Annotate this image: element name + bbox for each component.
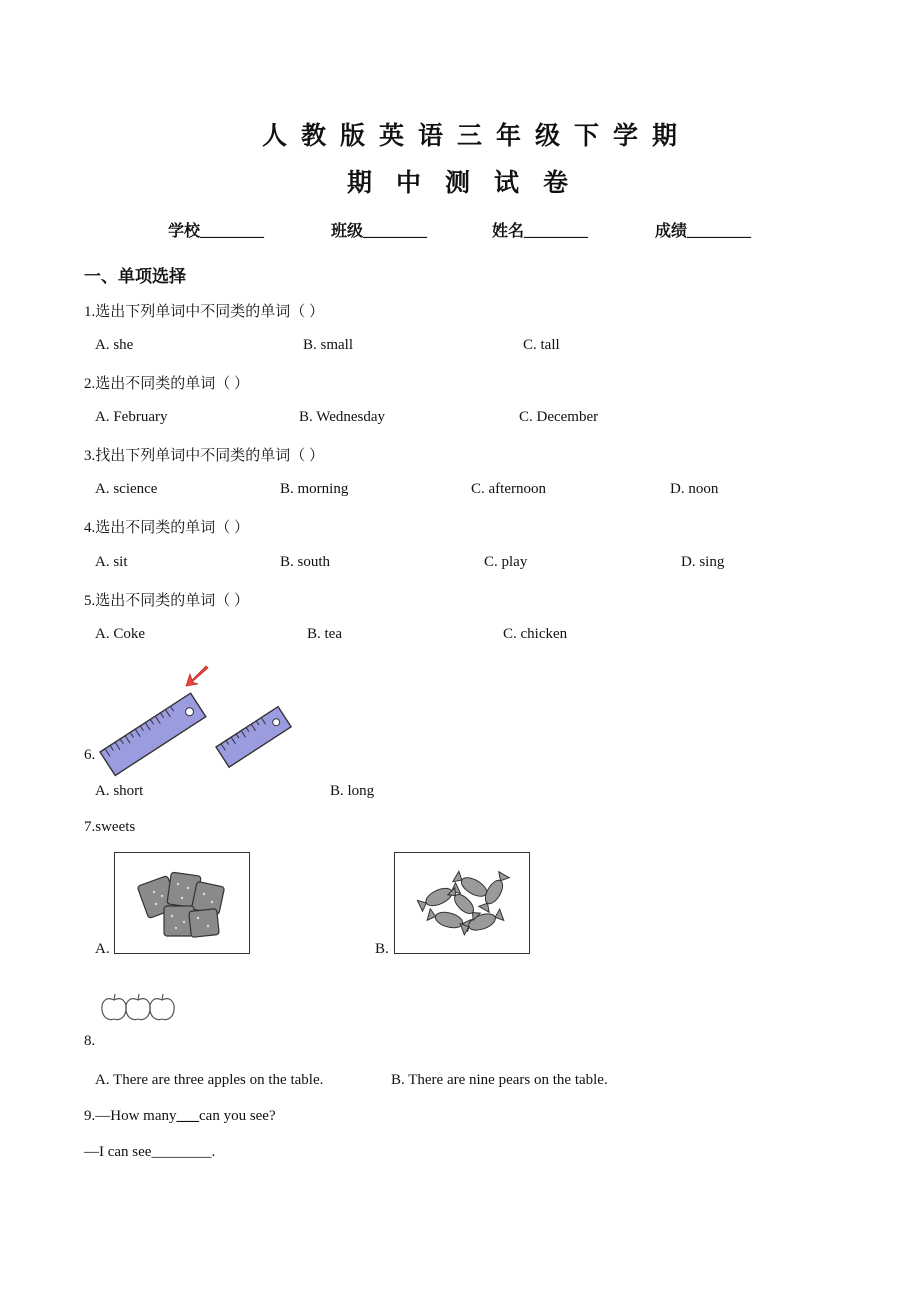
school-field: 学校________ xyxy=(168,223,265,240)
question-7-option-b: B. xyxy=(375,941,389,957)
biscuits-image xyxy=(114,852,250,954)
question-4-option-b: B. south xyxy=(280,554,331,570)
question-3-option-c: C. afternoon xyxy=(471,481,546,497)
question-5-option-b: B. tea xyxy=(307,626,342,642)
question-9-stem-after: can you see? xyxy=(199,1108,276,1124)
question-2-option-c: C. December xyxy=(519,409,599,425)
candies-image xyxy=(394,852,530,954)
question-6-option-b: B. long xyxy=(330,783,375,799)
question-5-option-a: A. Coke xyxy=(95,626,145,642)
exam-subtitle: 期中测试卷 xyxy=(347,170,593,197)
question-3-stem: 3.找出下列单词中不同类的单词（ ） xyxy=(84,448,325,464)
section-heading: 一、单项选择 xyxy=(84,267,186,286)
long-ruler-image xyxy=(100,693,206,775)
question-9-stem-before: 9.—How many xyxy=(84,1108,177,1124)
apples-image xyxy=(100,990,180,1024)
name-field: 姓名________ xyxy=(492,223,589,240)
question-8-option-a: A. There are three apples on the table. xyxy=(95,1072,324,1088)
question-3-option-a: A. science xyxy=(95,481,158,497)
exam-title: 人教版英语三年级下学期 xyxy=(262,123,692,150)
question-2-stem: 2.选出不同类的单词（ ） xyxy=(84,376,250,392)
short-ruler-image xyxy=(216,707,291,767)
question-2-option-b: B. Wednesday xyxy=(299,409,386,425)
question-7-stem: 7.sweets xyxy=(84,819,136,835)
question-1-option-b: B. small xyxy=(303,337,354,353)
question-1-option-a: A. she xyxy=(95,337,134,353)
question-4-option-d: D. sing xyxy=(681,554,725,570)
question-2-option-a: A. February xyxy=(95,409,168,425)
rulers-image xyxy=(94,660,294,760)
question-5-stem: 5.选出不同类的单词（ ） xyxy=(84,593,250,609)
red-arrow-icon xyxy=(186,666,208,686)
question-1-option-c: C. tall xyxy=(523,337,560,353)
score-field: 成绩________ xyxy=(655,223,752,240)
question-9-answer-line: —I can see________. xyxy=(84,1144,216,1160)
question-3-option-b: B. morning xyxy=(280,481,349,497)
question-9-blank: ___ xyxy=(176,1108,199,1124)
class-field: 班级________ xyxy=(331,223,428,240)
question-4-stem: 4.选出不同类的单词（ ） xyxy=(84,520,250,536)
question-1-stem: 1.选出下列单词中不同类的单词（ ） xyxy=(84,304,325,320)
question-4-option-a: A. sit xyxy=(95,554,128,570)
question-6-stem: 6. xyxy=(84,747,96,763)
question-4-option-c: C. play xyxy=(484,554,528,570)
question-8-stem: 8. xyxy=(84,1033,96,1049)
question-5-option-c: C. chicken xyxy=(503,626,568,642)
question-8-option-b: B. There are nine pears on the table. xyxy=(391,1072,608,1088)
question-6-option-a: A. short xyxy=(95,783,144,799)
question-3-option-d: D. noon xyxy=(670,481,719,497)
question-9-stem xyxy=(84,1108,276,1125)
question-7-option-a: A. xyxy=(95,941,110,957)
